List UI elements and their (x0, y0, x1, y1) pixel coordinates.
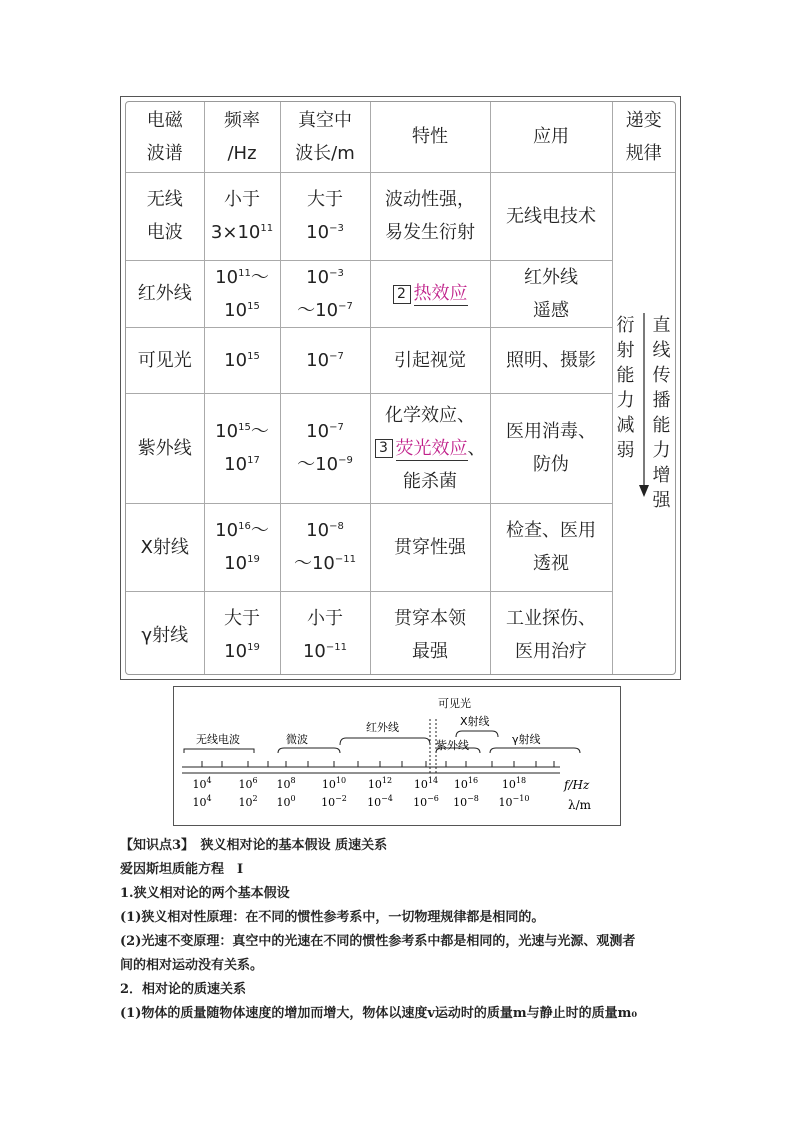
knowledge-point-title: 【知识点3】 狭义相对论的基本假设 质速关系 (120, 838, 388, 853)
table-cell (370, 260, 490, 327)
frequency-line: $10^{15}$ (224, 349, 260, 371)
table-cell (126, 172, 204, 260)
table-cell (204, 591, 280, 675)
band-label-gamma: γ射线 (512, 733, 541, 746)
knowledge-point-title-cont: 爱因斯坦质能方程 Ⅰ (120, 862, 244, 877)
trend-cell (612, 172, 675, 675)
brace-infrared (340, 738, 430, 745)
em-spectrum-table-inner (125, 101, 676, 675)
application-line: 工业探伤、 (506, 608, 596, 630)
band-name-line: 电波 (146, 222, 183, 243)
frequency-tick-labels (192, 776, 526, 791)
frequency-line: $10^{15}$ (224, 299, 260, 321)
frequency-tick-label: $10^6$ (238, 776, 258, 791)
band-name-line: X射线 (140, 536, 189, 558)
frequency-tick-label: $10^{14}$ (413, 776, 439, 791)
table-cell (370, 591, 490, 675)
band-label-xray: X射线 (460, 715, 490, 728)
table-cell (204, 503, 280, 591)
wavelength-tick-label: $10^{-8}$ (453, 794, 479, 809)
trend-arrow (637, 313, 651, 499)
application-line: 无线电技术 (506, 205, 596, 227)
wavelength-line: $\sim 10^{-7}$ (297, 299, 353, 321)
feature-line: 易发生衍射 (385, 222, 475, 243)
frequency-line: $10^{17}$ (224, 454, 260, 475)
table-cell (370, 327, 490, 393)
table-cell (204, 327, 280, 393)
wavelength-tick-label: $10^4$ (192, 794, 212, 809)
header-cell (490, 102, 612, 172)
wavelength-line: $10^{-7}$ (306, 421, 344, 442)
feature-line: 贯穿本领 (394, 608, 466, 630)
header-cell (370, 102, 490, 172)
spectrum-diagram (173, 686, 621, 826)
header-cell-line: 应用 (533, 126, 569, 148)
wavelength-tick-label: $10^{-6}$ (413, 794, 439, 809)
header-cell-line: 真空中 (298, 109, 352, 131)
frequency-line: $3\times 10^{11}$ (210, 222, 274, 243)
wavelength-tick-labels (192, 794, 529, 809)
feature-line: 能杀菌 (403, 470, 457, 492)
band-name-line: γ射线 (141, 624, 189, 646)
table-cell (126, 260, 204, 327)
header-cell-line: 规律 (625, 142, 662, 164)
spectrum-diagram-svg (174, 687, 620, 825)
wavelength-line: $\sim 10^{-9}$ (297, 454, 353, 475)
table-cell (126, 591, 204, 675)
table-cell (204, 172, 280, 260)
band-name-line: 红外线 (137, 283, 192, 304)
band-label-infrared: 红外线 (366, 721, 399, 734)
paragraph-2-line-1: (2)光速不变原理：真空中的光速在不同的惯性参考系中都是相同的，光速与光源、观测者 (120, 934, 636, 949)
frequency-line: 小于 (224, 189, 260, 210)
em-spectrum-table-frame (120, 96, 681, 680)
filled-blank-answer: 热效应 (413, 283, 468, 304)
wavelength-tick-label: $10^{-4}$ (367, 794, 393, 809)
frequency-line: $10^{16}\sim$ (215, 520, 269, 541)
section-1-heading: 1.狭义相对论的两个基本假设 (120, 886, 290, 901)
feature-line: 3 荧光效应、 (373, 432, 488, 465)
frequency-tick-label: $10^{18}$ (501, 776, 527, 791)
table-cell (490, 503, 612, 591)
trend-diffraction-text: 衍射能力减弱 (616, 314, 635, 461)
wavelength-tick-label: $10^{-2}$ (321, 794, 347, 809)
table-cell (126, 393, 204, 503)
table-cell (280, 503, 370, 591)
wavelength-line: $10^{-11}$ (302, 641, 347, 663)
frequency-tick-label: $10^4$ (192, 776, 212, 791)
frequency-unit-label: f/Hz (564, 778, 590, 792)
band-label-ultraviolet: 紫外线 (436, 739, 469, 752)
table-cell (280, 327, 370, 393)
trend-straight-propagation-text: 直线传播能力增强 (652, 314, 671, 511)
header-cell-line: 波长/m (295, 142, 355, 164)
table-row (126, 172, 675, 260)
table-cell (280, 172, 370, 260)
feature-line: 贯穿性强 (394, 536, 466, 558)
table-cell (204, 393, 280, 503)
table-cell (280, 393, 370, 503)
table-cell (490, 327, 612, 393)
header-cell (126, 102, 204, 172)
application-line: 红外线 (524, 266, 578, 288)
wavelength-unit-label: λ/m (568, 798, 592, 812)
header-cell-line: 特性 (412, 126, 448, 148)
table-cell (490, 393, 612, 503)
table-row (126, 503, 675, 591)
paragraph-1: (1)狭义相对性原理：在不同的惯性参考系中，一切物理规律都是相同的。 (120, 910, 545, 925)
application-line: 检查、医用 (506, 520, 596, 541)
wavelength-tick-label: $10^2$ (238, 794, 258, 809)
brace-xray (456, 731, 498, 737)
frequency-tick-label: $10^{12}$ (367, 776, 393, 791)
application-line: 医用治疗 (515, 641, 587, 663)
band-name-line: 紫外线 (137, 437, 192, 459)
application-line: 照明、摄影 (506, 349, 596, 371)
paragraph-2-line-2: 间的相对运动没有关系。 (120, 958, 264, 973)
table-cell (370, 393, 490, 503)
wavelength-line: 大于 (307, 189, 343, 210)
feature-line: 引起视觉 (394, 349, 466, 371)
table-row (126, 260, 675, 327)
wavelength-tick-label: $10^{-10}$ (498, 794, 530, 809)
feature-line: 化学效应、 (385, 404, 475, 426)
application-line: 透视 (533, 553, 569, 574)
brace-radio (184, 749, 254, 753)
em-spectrum-table (126, 102, 675, 675)
table-cell (370, 172, 490, 260)
wavelength-line: $\sim 10^{-11}$ (293, 553, 356, 574)
brace-gamma (490, 748, 580, 753)
table-cell (490, 172, 612, 260)
feature-line (373, 277, 488, 310)
blank-number-box: 3 (375, 439, 393, 458)
band-name-line: 无线 (146, 189, 183, 210)
table-cell (280, 260, 370, 327)
frequency-line: $10^{15}\sim$ (215, 421, 269, 442)
application-line: 医用消毒、 (506, 421, 596, 442)
wavelength-line: 小于 (307, 608, 343, 630)
spectrum-ticks (202, 761, 554, 767)
band-label-radio: 无线电波 (196, 733, 240, 746)
frequency-tick-label: $10^8$ (276, 776, 296, 791)
table-cell (126, 503, 204, 591)
frequency-line: $10^{19}$ (224, 553, 260, 574)
table-cell (126, 327, 204, 393)
table-cell (490, 591, 612, 675)
table-cell (280, 591, 370, 675)
header-cell-line: /Hz (227, 142, 257, 164)
table-cell (204, 260, 280, 327)
header-cell-line: 波谱 (146, 142, 183, 164)
filled-blank-answer: 荧光效应 (395, 437, 468, 459)
blank-number-box: 2 (393, 285, 411, 304)
brace-microwave (278, 748, 340, 753)
section-2-heading: 2．相对论的质速关系 (120, 982, 247, 997)
table-cell (490, 260, 612, 327)
wavelength-line: $10^{-3}$ (306, 266, 344, 288)
frequency-line: $10^{19}$ (224, 641, 260, 663)
header-cell-line: 递变 (625, 109, 662, 131)
feature-line: 波动性强， (385, 189, 475, 210)
table-row (126, 591, 675, 675)
wavelength-line: $10^{-3}$ (306, 222, 344, 243)
band-name-line: 可见光 (137, 349, 192, 371)
frequency-tick-label: $10^{10}$ (321, 776, 347, 791)
application-line: 遥感 (533, 299, 569, 321)
application-line: 防伪 (533, 454, 569, 475)
feature-line: 最强 (412, 641, 448, 663)
frequency-line: $10^{11}\sim$ (215, 266, 269, 288)
frequency-tick-label: $10^{16}$ (453, 776, 479, 791)
paragraph-3: (1)物体的质量随物体速度的增加而增大，物体以速度v运动时的质量m与静止时的质量m₀ (120, 1006, 638, 1021)
header-cell-line: 电磁 (146, 109, 183, 131)
table-row (126, 393, 675, 503)
header-cell-line: 频率 (224, 109, 260, 131)
wavelength-line: $10^{-7}$ (306, 349, 344, 371)
table-header-row (126, 102, 675, 172)
header-cell (612, 102, 675, 172)
band-label-microwave: 微波 (286, 733, 308, 746)
wavelength-line: $10^{-8}$ (306, 520, 344, 541)
wavelength-tick-label: $10^0$ (276, 794, 296, 809)
header-cell (204, 102, 280, 172)
header-cell (280, 102, 370, 172)
table-row (126, 327, 675, 393)
band-label-visible: 可见光 (438, 697, 471, 710)
frequency-line: 大于 (224, 608, 260, 630)
table-cell (370, 503, 490, 591)
